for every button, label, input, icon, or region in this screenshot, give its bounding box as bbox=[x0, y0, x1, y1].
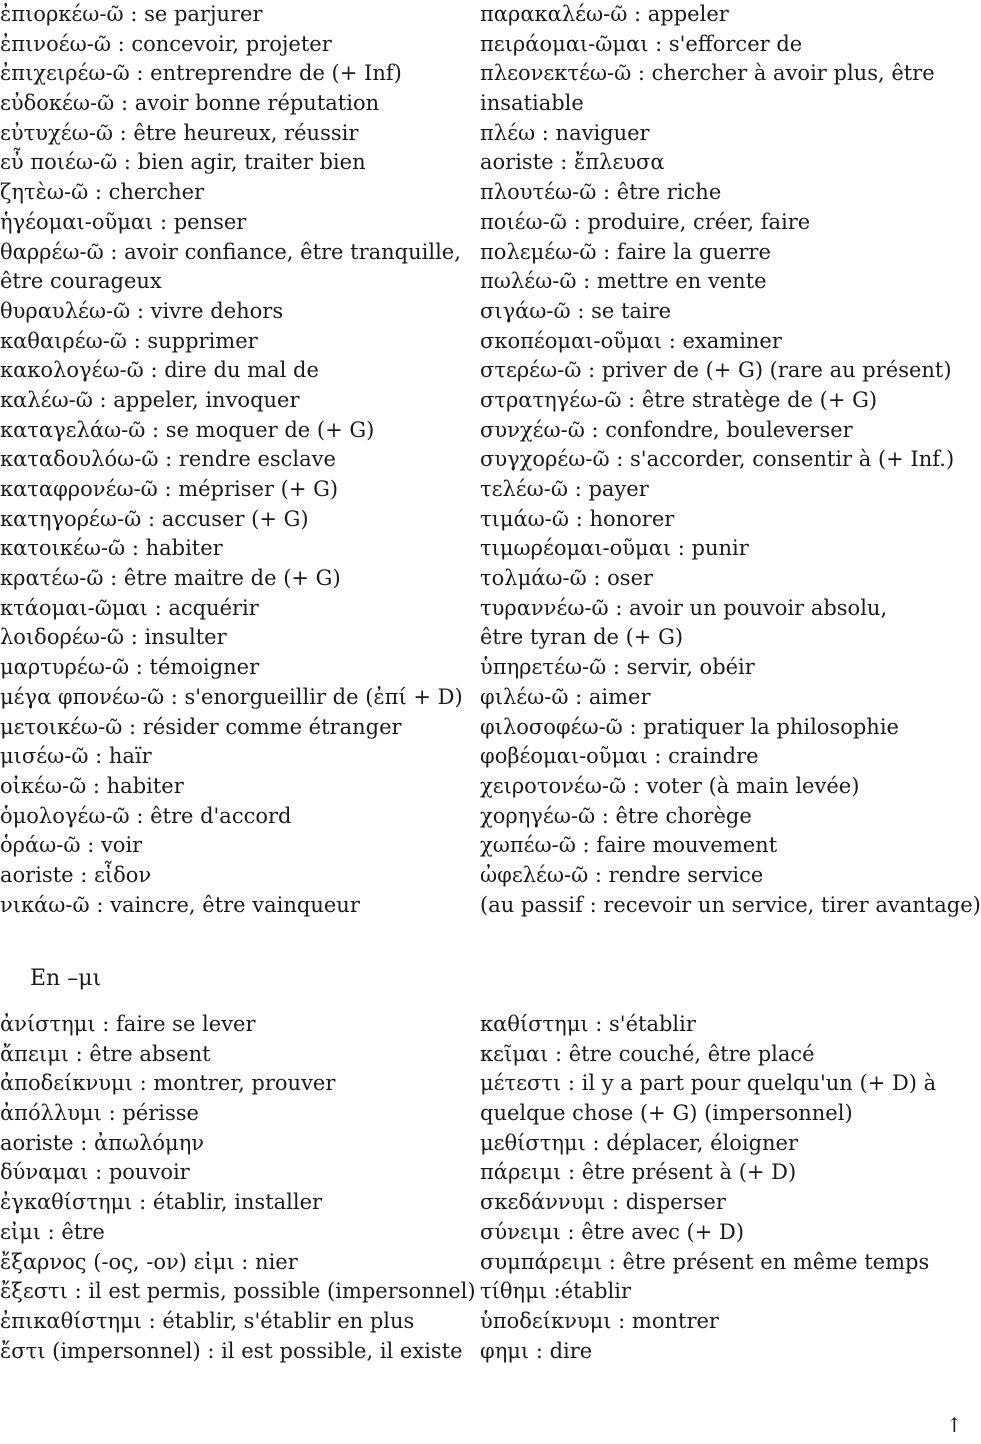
vocab-entry: κακολογέω-ῶ : dire du mal de bbox=[0, 358, 319, 383]
vocab-column-left-bottom bbox=[0, 1010, 476, 1366]
vocab-entry: καθαιρέω-ῶ : supprimer bbox=[0, 328, 258, 353]
vocab-entry: φοβέομαι-οῦμαι : craindre bbox=[480, 744, 759, 769]
vocab-entry: καταγελάω-ῶ : se moquer de (+ G) bbox=[0, 417, 375, 442]
vocab-entry: σύνειμι : être avec (+ D) bbox=[480, 1219, 745, 1244]
vocab-entry: εὖ ποιέω-ῶ : bien agir, traiter bien bbox=[0, 150, 366, 175]
vocab-entry: πειράομαι-ῶμαι : s'efforcer de bbox=[480, 31, 803, 56]
vocab-entry: χωπέω-ῶ : faire mouvement bbox=[480, 833, 778, 858]
vocab-entry: πλουτέω-ῶ : être riche bbox=[480, 180, 722, 205]
section-heading-mi: En –μι bbox=[30, 966, 102, 991]
vocab-entry: φημι : dire bbox=[480, 1338, 593, 1363]
vocab-entry: στερέω-ῶ : priver de (+ G) (rare au présent) bbox=[480, 358, 952, 383]
vocab-entry: être tyran de (+ G) bbox=[480, 625, 684, 650]
vocab-entry: aoriste : εἶδον bbox=[0, 862, 152, 887]
vocab-entry: συνχέω-ῶ : confondre, bouleverser bbox=[480, 417, 853, 442]
vocab-entry: δύναμαι : pouvoir bbox=[0, 1160, 190, 1185]
back-to-top-arrow-icon[interactable]: ↑ bbox=[946, 1413, 963, 1437]
vocab-entry: μισέω-ῶ : haïr bbox=[0, 744, 152, 769]
vocab-entry: ἀνίστημι : faire se lever bbox=[0, 1012, 256, 1036]
vocab-entry: ὑποδείκνυμι : montrer bbox=[480, 1308, 719, 1333]
vocab-entry: τυραννέω-ῶ : avoir un pouvoir absolu, bbox=[480, 595, 888, 620]
vocab-entry: κτάομαι-ῶμαι : acquérir bbox=[0, 595, 259, 620]
vocab-entry: μεθίστημι : déplacer, éloigner bbox=[480, 1130, 799, 1155]
vocab-entry: εὐδοκέω-ῶ : avoir bonne réputation bbox=[0, 91, 380, 116]
vocab-entry: insatiable bbox=[480, 91, 584, 116]
vocab-entry: ὠφελέω-ῶ : rendre service bbox=[480, 862, 764, 887]
vocab-entry: ὁράω-ῶ : voir bbox=[0, 833, 143, 858]
vocab-entry: ἐπιορκέω-ῶ : se parjurer bbox=[0, 2, 263, 26]
vocab-entry: μαρτυρέω-ῶ : témoigner bbox=[0, 655, 260, 680]
vocab-entry: κατοικέω-ῶ : habiter bbox=[0, 536, 223, 561]
vocab-column-right-top bbox=[480, 0, 981, 920]
vocab-entry: χειροτονέω-ῶ : voter (à main levée) bbox=[480, 773, 860, 798]
vocab-entry: ἀποδείκνυμι : montrer, prouver bbox=[0, 1071, 336, 1096]
vocab-entry: σιγάω-ῶ : se taire bbox=[480, 298, 672, 323]
vocab-entry: ἔξεστι : il est permis, possible (impersonnel) bbox=[0, 1279, 476, 1304]
vocab-entry: ὑπηρετέω-ῶ : servir, obéir bbox=[480, 655, 755, 680]
vocab-entry: λοιδορέω-ῶ : insulter bbox=[0, 625, 227, 650]
vocab-entry: quelque chose (+ G) (impersonnel) bbox=[480, 1101, 853, 1126]
vocab-entry: φιλοσοφέω-ῶ : pratiquer la philosophie bbox=[480, 714, 899, 739]
vocab-entry: πολεμέω-ῶ : faire la guerre bbox=[480, 239, 771, 264]
vocab-entry: σκεδάννυμι : disperser bbox=[480, 1190, 726, 1215]
vocab-entry: πωλέω-ῶ : mettre en vente bbox=[480, 269, 767, 294]
vocab-entry: στρατηγέω-ῶ : être stratège de (+ G) bbox=[480, 387, 878, 412]
vocab-entry: φιλέω-ῶ : aimer bbox=[480, 684, 651, 709]
vocab-entry: σκοπέομαι-οῦμαι : examiner bbox=[480, 328, 782, 353]
vocab-entry: θαρρέω-ῶ : avoir confiance, être tranquille, bbox=[0, 239, 461, 264]
vocab-entry: πλεονεκτέω-ῶ : chercher à avoir plus, être bbox=[480, 61, 935, 86]
vocab-entry: τιμάω-ῶ : honorer bbox=[480, 506, 675, 531]
vocab-entry: συγχορέω-ῶ : s'accorder, consentir à (+ Inf.) bbox=[480, 447, 955, 472]
vocab-entry: ἔξαρνος (-ος, -ον) εἰμι : nier bbox=[0, 1249, 298, 1274]
vocab-entry: μέγα φπονέω-ῶ : s'enorgueillir de (ἐπί + D) bbox=[0, 684, 463, 709]
vocab-entry: ἐπινοέω-ῶ : concevoir, projeter bbox=[0, 31, 332, 56]
vocab-entry: κρατέω-ῶ : être maitre de (+ G) bbox=[0, 566, 341, 591]
vocab-entry: ἀπόλλυμι : périsse bbox=[0, 1101, 199, 1126]
vocab-entry: καταφρονέω-ῶ : mépriser (+ G) bbox=[0, 477, 339, 501]
vocab-entry: παρακαλέω-ῶ : appeler bbox=[480, 2, 729, 26]
vocab-entry: εὐτυχέω-ῶ : être heureux, réussir bbox=[0, 120, 359, 145]
vocab-entry: τελέω-ῶ : payer bbox=[480, 477, 649, 501]
vocab-entry: aoriste : ἔπλευσα bbox=[480, 150, 665, 175]
vocab-entry: νικάω-ῶ : vaincre, être vainqueur bbox=[0, 892, 360, 917]
vocab-entry: συμπάρειμι : être présent en même temps bbox=[480, 1249, 930, 1274]
vocab-entry: εἰμι : être bbox=[0, 1219, 105, 1244]
vocab-entry: ἐγκαθίστημι : établir, installer bbox=[0, 1190, 323, 1215]
vocab-entry: οἰκέω-ῶ : habiter bbox=[0, 773, 184, 798]
vocab-entry: χορηγέω-ῶ : être chorège bbox=[480, 803, 752, 828]
vocab-column-left-top bbox=[0, 0, 470, 920]
vocab-entry: πάρειμι : être présent à (+ D) bbox=[480, 1160, 797, 1185]
vocab-entry: καλέω-ῶ : appeler, invoquer bbox=[0, 387, 300, 412]
vocab-entry: τολμάω-ῶ : oser bbox=[480, 566, 654, 591]
vocab-entry: τίθημι :établir bbox=[480, 1279, 632, 1304]
vocab-entry: ἐπικαθίστημι : établir, s'établir en plus bbox=[0, 1308, 415, 1333]
vocab-entry: ἄπειμι : être absent bbox=[0, 1041, 211, 1066]
vocab-entry: καθίστημι : s'établir bbox=[480, 1012, 696, 1036]
vocab-entry: κεῖμαι : être couché, être placé bbox=[480, 1041, 815, 1066]
vocab-entry: être courageux bbox=[0, 269, 162, 294]
vocab-entry: τιμωρέομαι-οῦμαι : punir bbox=[480, 536, 749, 561]
vocab-entry: πλέω : naviguer bbox=[480, 120, 650, 145]
vocab-entry: (au passif : recevoir un service, tirer avantage) bbox=[480, 892, 981, 917]
vocab-entry: θυραυλέω-ῶ : vivre dehors bbox=[0, 298, 284, 323]
vocab-entry: aoriste : ἀπωλόμην bbox=[0, 1130, 205, 1155]
vocab-entry: ζητὲω-ῶ : chercher bbox=[0, 180, 205, 205]
vocab-column-right-bottom bbox=[480, 1010, 950, 1366]
vocab-entry: καταδουλόω-ῶ : rendre esclave bbox=[0, 447, 336, 472]
vocab-entry: ἐπιχειρέω-ῶ : entreprendre de (+ Inf) bbox=[0, 61, 402, 86]
vocab-entry: ἔστι (impersonnel) : il est possible, il existe bbox=[0, 1338, 463, 1363]
vocab-entry: κατηγορέω-ῶ : accuser (+ G) bbox=[0, 506, 309, 531]
vocab-entry: ἡγέομαι-οῦμαι : penser bbox=[0, 209, 247, 234]
vocab-entry: μετοικέω-ῶ : résider comme étranger bbox=[0, 714, 402, 739]
vocab-entry: μέτεστι : il y a part pour quelqu'un (+ D) à bbox=[480, 1071, 937, 1096]
vocab-entry: ὁμολογέω-ῶ : être d'accord bbox=[0, 803, 292, 828]
vocab-entry: ποιέω-ῶ : produire, créer, faire bbox=[480, 209, 811, 234]
